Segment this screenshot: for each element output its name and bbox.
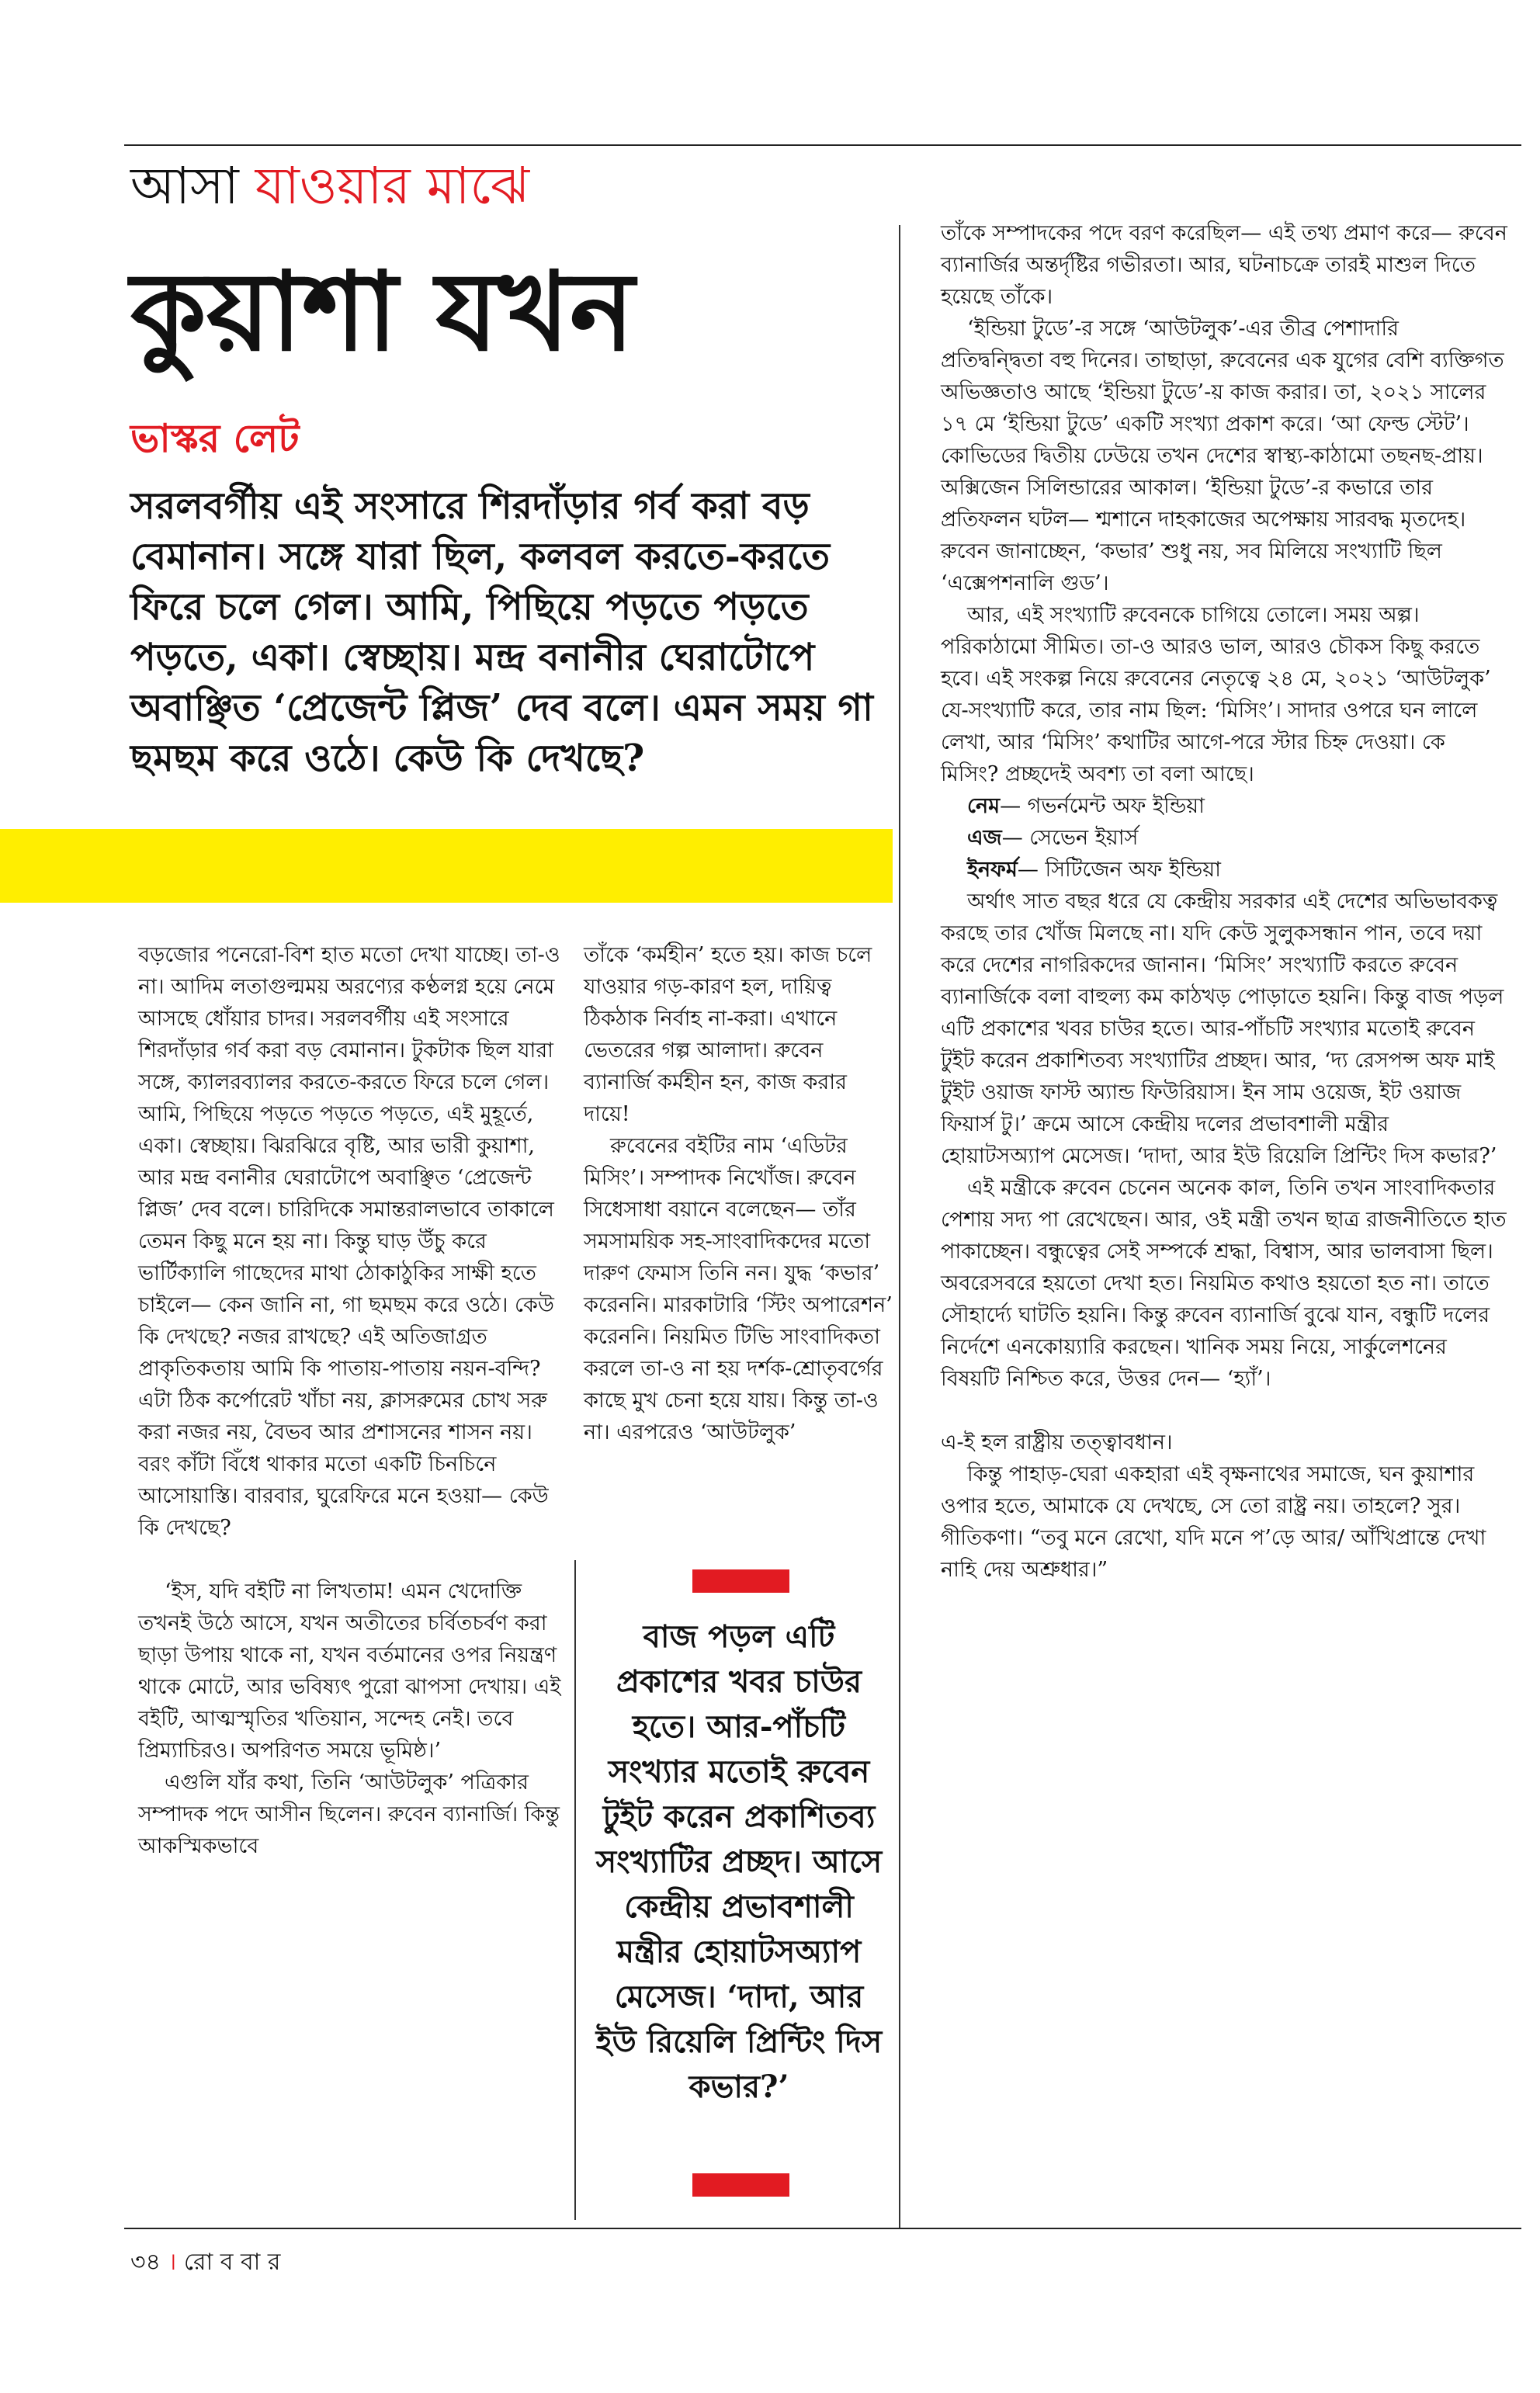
page-number: ৩৪ (130, 2249, 161, 2276)
paragraph: এই মন্ত্রীকে রুবেন চেনেন অনেক কাল, তিনি তখন সাংবাদিকতার পেশায় সদ্য পা রেখেছেন। আর, ওই মন্ত্রী তখন ছাত্র রাজনীতিতে হাত পাকাচ্ছেন। বন্ধুত্বের সেই সম্পর্কে শ্রদ্ধা, বিশ্বাস, আর ভালবাসা ছিল। অবরেসবরে হয়তো দেখা হত। নিয়মিত কথাও হয়তো হত না। তাতে সৌহার্দ্যে ঘাটতি হয়নি। কিন্তু রুবেন ব্যানার্জি বুঝে যান, বন্ধুটি দলের নির্দেশে এনকোয়্যারি করছেন। খানিক সময় নিয়ে, সার্কুলেশনের বিষয়টি নিশ্চিত করে, উত্তর দেন— ‘হ্যাঁ’। (941, 1176, 1507, 1391)
article-column-2 (584, 939, 894, 1448)
article-column-1 (138, 939, 569, 1862)
paragraph: এগুলি যাঁর কথা, তিনি ‘আউটলুক’ পত্রিকার সম্পাদক পদে আসীন ছিলেন। রুবেন ব্যানার্জি। কিন্তু আকস্মিকভাবে (138, 1770, 560, 1858)
pull-quote-text: বাজ পড়ল এটি প্রকাশের খবর চাউর হতে। আর-পাঁচটি সংখ্যার মতোই রুবেন টুইট করেন প্রকাশিতব্য সংখ্যাটির প্রচ্ছদ। আসে কেন্দ্রীয় প্রভাবশালী মন্ত্রীর হোয়াটসঅ্যাপ মেসেজ। ‘দাদা, আর ইউ রিয়েলি প্রিন্টিং দিস কভার?’ (595, 1618, 883, 2105)
cover-list-item (967, 854, 1507, 886)
pull-quote-rule (574, 1560, 576, 2220)
cover-list-key: নেম (967, 794, 1001, 818)
pull-quote (584, 1560, 894, 2220)
cover-list-key: এজ (967, 826, 1002, 850)
yellow-band (0, 829, 893, 903)
magazine-name: রো ব বা র (183, 2249, 281, 2276)
cover-list-value: — সেভেন ইয়ার্স (1001, 826, 1139, 850)
paragraph: বড়জোর পনেরো-বিশ হাত মতো দেখা যাচ্ছে। তা-ও না। আদিম লতাগুল্মময় অরণ্যের কণ্ঠলগ্ন হয়ে নেমে আসছে ধোঁয়ার চাদর। সরলবর্গীয় এই সংসারে শিরদাঁড়ার গর্ব করা বড় বেমানান। টুকটাক ছিল যারা সঙ্গে, ক্যালরব্যালর করতে-করতে ফিরে চলে গেল। আমি, পিছিয়ে পড়তে পড়তে পড়তে, এই মুহূর্তে, একা। স্বেচ্ছায়। ঝিরঝিরে বৃষ্টি, আর ভারী কুয়াশা, আর মন্দ্র বনানীর ঘেরাটোপে অবাঞ্ছিত ‘প্রেজেন্ট প্লিজ’ দেব বলে। চারিদিকে সমান্তরালভাবে তাকালে তেমন কিছু মনে হয় না। কিন্তু ঘাড় উঁচু করে ভার্টিক্যালি গাছেদের মাথা ঠোকাঠুকির সাক্ষী হতে চাইলে— কেন জানি না, গা ছমছম করে ওঠে। কেউ কি দেখছে? নজর রাখছে? এই অতিজাগ্রত প্রাকৃতিকতায় আমি কি পাতায়-পাতায় নয়ন-বন্দি? এটা ঠিক কর্পোরেট খাঁচা নয়, ক্লাসরুমের চোখ সরু করা নজর নয়, বৈভব আর প্রশাসনের শাসন নয়। বরং কাঁটা বিঁধে থাকার মতো একটি চিনচিনে আসোয়াস্তি। বারবার, ঘুরেফিরে মনে হওয়া— কেউ কি দেখছে? (138, 943, 560, 1540)
cover-list-item (967, 790, 1507, 822)
paragraph: রুবেনের বইটির নাম ‘এডিটর মিসিং’। সম্পাদক নিখোঁজ। রুবেন সিধেসাধা বয়ানে বলেছেন— তাঁর সমসাময়িক সহ-সাংবাদিকদের মতো দারুণ ফেমাস তিনি নন। যুদ্ধ ‘কভার’ করেননি। মারকাটারি ‘স্টিং অপারেশন’ করেননি। নিয়মিত টিভি সাংবাদিকতা করলে তা-ও না হয় দর্শক-শ্রোতৃবর্গের কাছে মুখ চেনা হয়ে যায়। কিন্তু তা-ও না। এরপরেও ‘আউটলুক’ (584, 1134, 893, 1444)
pull-quote-bar-top (692, 1569, 789, 1593)
folio-separator: । (168, 2249, 177, 2276)
article-column-3 (941, 217, 1507, 1586)
column-rule (899, 225, 900, 2228)
paragraph: ‘ইন্ডিয়া টুডে’-র সঙ্গে ‘আউটলুক’-এর তীব্র পেশাদারি প্রতিদ্বন্দ্বিতা বহু দিনের। তাছাড়া, রুবেনের এক যুগের বেশি ব্যক্তিগত অভিজ্ঞতাও আছে ‘ইন্ডিয়া টুডে’-য় কাজ করার। তা, ২০২১ সালের ১৭ মে ‘ইন্ডিয়া টুডে’ একটি সংখ্যা প্রকাশ করে। ‘আ ফেল্ড স্টেট’। কোভিডের দ্বিতীয় ঢেউয়ে তখন দেশের স্বাস্থ্য-কাঠামো তছনছ-প্রায়। অক্সিজেন সিলিন্ডারের আকাল। ‘ইন্ডিয়া টুডে’-র কভারে তার প্রতিফলন ঘটল— শ্মশানে দাহকাজের অপেক্ষায় সারবদ্ধ মৃতদেহ। রুবেন জানাচ্ছেন, ‘কভার’ শুধু নয়, সব মিলিয়ে সংখ্যাটি ছিল ‘এক্সেপশনালি গুড’। (941, 317, 1504, 595)
paragraph: তাঁকে সম্পাদকের পদে বরণ করেছিল— এই তথ্য প্রমাণ করে— রুবেন ব্যানার্জির অন্তর্দৃষ্টির গভীরতা। আর, ঘটনাচক্রে তারই মাশুল দিতে হয়েছে তাঁকে। (941, 221, 1507, 309)
top-rule (124, 144, 1521, 146)
cover-list-key: ইনফর্ম (967, 858, 1018, 882)
paragraph: তাঁকে ‘কর্মহীন’ হতে হয়। কাজ চলে যাওয়ার গড়-কারণ হল, দায়িত্ব ঠিকঠাক নির্বাহ না-করা। এখানে ভেতরের গল্প আলাদা। রুবেন ব্যানার্জি কর্মহীন হন, কাজ করার দায়ে! (584, 943, 872, 1126)
paragraph: কিন্তু পাহাড়-ঘেরা একহারা এই বৃক্ষনাথের সমাজে, ঘন কুয়াশার ওপার হতে, আমাকে যে দেখছে, সে তো রাষ্ট্র নয়। তাহলে? সুর। গীতিকণা। “তবু মনে রেখো, যদি মনে প’ড়ে আর/ আঁখিপ্রান্তে দেখা নাহি দেয় অশ্রুধার।” (941, 1462, 1486, 1582)
cover-list-value: — গভর্নমেন্ট অফ ইন্ডিয়া (1000, 794, 1205, 818)
paragraph: আর, এই সংখ্যাটি রুবেনকে চাগিয়ে তোলে। সময় অল্প। পরিকাঠামো সীমিত। তা-ও আরও ভাল, আরও চৌকস কিছু করতে হবে। এই সংকল্প নিয়ে রুবেনের নেতৃত্বে ২৪ মে, ২০২১ ‘আউটলুক’ যে-সংখ্যাটি করে, তার নাম ছিল: ‘মিসিং’। সাদার ওপরে ঘন লালে লেখা, আর ‘মিসিং’ কথাটির আগে-পরে স্টার চিহ্ন দেওয়া। কে মিসিং? প্রচ্ছদেই অবশ্য তা বলা আছে। (941, 603, 1491, 786)
paragraph: ‘ইস, যদি বইটি না লিখতাম! এমন খেদোক্তি তখনই উঠে আসে, যখন অতীতের চর্বিতচর্বণ করা ছাড়া উপায় থাকে না, যখন বর্তমানের ওপর নিয়ন্ত্রণ থাকে মোটে, আর ভবিষ্যৎ পুরো ঝাপসা দেখায়। এই বইটি, আত্মস্মৃতির খতিয়ান, সন্দেহ নেই। তবে প্রিম্যাচিরও। অপরিণত সময়ে ভূমিষ্ঠ।’ (138, 1580, 561, 1763)
headline: কুয়াশা যখন (130, 248, 635, 376)
paragraph: এ-ই হল রাষ্ট্রীয় তত্ত্বাবধান। (941, 1431, 1173, 1455)
kicker (130, 155, 529, 217)
pull-quote-bar-bottom (692, 2173, 789, 2197)
folio (130, 2247, 280, 2278)
cover-list-item (967, 822, 1507, 854)
bottom-rule (124, 2228, 1521, 2229)
kicker-part2: যাওয়ার মাঝে (255, 156, 530, 216)
author-byline: ভাস্কর লেট (130, 415, 300, 461)
standfirst: সরলবর্গীয় এই সংসারে শিরদাঁড়ার গর্ব করা বড় বেমানান। সঙ্গে যারা ছিল, কলবল করতে-করতে ফিরে চলে গেল। আমি, পিছিয়ে পড়তে পড়তে পড়তে, একা। স্বেচ্ছায়। মন্দ্র বনানীর ঘেরাটোপে অবাঞ্ছিত ‘প্রেজেন্ট প্লিজ’ দেব বলে। এমন সময় গা ছমছম করে ওঠে। কেউ কি দেখছে? (130, 484, 873, 780)
cover-list (941, 790, 1507, 886)
kicker-part1: আসা (130, 156, 239, 216)
paragraph: অর্থাৎ সাত বছর ধরে যে কেন্দ্রীয় সরকার এই দেশের অভিভাবকত্ব করছে তার খোঁজ মিলছে না। যদি কেউ সুলুকসন্ধান পান, তবে দয়া করে দেশের নাগরিকদের জানান। ‘মিসিং’ সংখ্যাটি করতে রুবেন ব্যানার্জিকে বলা বাহুল্য কম কাঠখড় পোড়াতে হয়নি। কিন্তু বাজ পড়ল এটি প্রকাশের খবর চাউর হতে। আর-পাঁচটি সংখ্যার মতোই রুবেন টুইট করেন প্রকাশিতব্য সংখ্যাটির প্রচ্ছদ। আর, ‘দ্য রেসপন্স অফ মাই টুইট ওয়াজ ফাস্ট অ্যান্ড ফিউরিয়াস। ইন সাম ওয়েজ, ইট ওয়াজ ফিয়ার্স টু।’ ক্রমে আসে কেন্দ্রীয় দলের প্রভাবশালী মন্ত্রীর হোয়াটসঅ্যাপ মেসেজ। ‘দাদা, আর ইউ রিয়েলি প্রিন্টিং দিস কভার?’ (941, 890, 1504, 1168)
cover-list-value: — সিটিজেন অফ ইন্ডিয়া (1017, 858, 1221, 882)
